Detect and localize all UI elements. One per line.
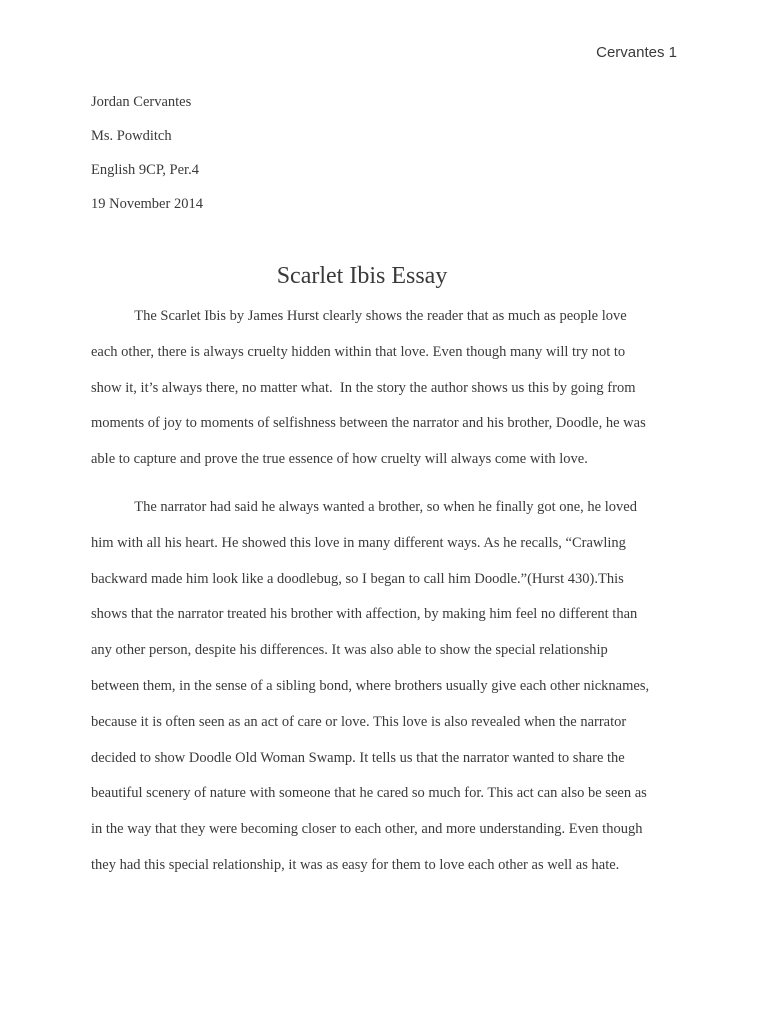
paragraph-line: backward made him look like a doodlebug, so I began to call him Doodle.”(Hurst 430).This xyxy=(91,570,624,587)
paragraph-line: any other person, despite his differences. It was also able to show the special relationship xyxy=(91,642,608,659)
paragraph-line: each other, there is always cruelty hidden within that love. Even though many will try not to xyxy=(91,343,626,360)
essay-date: 19 November 2014 xyxy=(91,196,203,212)
paragraph-line: they had this special relationship, it was as easy for them to love each other as well as hate. xyxy=(91,856,620,873)
paragraph-line: able to capture and prove the true essence of how cruelty will always come with love. xyxy=(91,451,588,468)
paragraph-line: between them, in the sense of a sibling bond, where brothers usually give each other nicknames, xyxy=(91,677,650,694)
mla-heading xyxy=(91,94,203,230)
paragraph-line: moments of joy to moments of selfishness between the narrator and his brother, Doodle, he was xyxy=(91,415,646,432)
running-head: Cervantes 1 xyxy=(596,44,677,61)
paragraph-line: shows that the narrator treated his brother with affection, by making him feel no different than xyxy=(91,606,638,623)
paragraph-line: decided to show Doodle Old Woman Swamp. It tells us that the narrator wanted to share the xyxy=(91,749,625,766)
paragraph-1 xyxy=(91,308,646,487)
paragraph-line: him with all his heart. He showed this love in many different ways. As he recalls, “Crawling xyxy=(91,534,626,551)
class-name: English 9CP, Per.4 xyxy=(91,162,199,178)
student-name: Jordan Cervantes xyxy=(91,94,192,110)
essay-title: Scarlet Ibis Essay xyxy=(276,263,448,289)
paragraph-line: because it is often seen as an act of care or love. This love is also revealed when the narrator xyxy=(91,713,627,730)
paragraph-line: beautiful scenery of nature with someone that he cared so much for. This act can also be seen as xyxy=(91,785,647,802)
paragraph-line: The narrator had said he always wanted a brother, so when he finally got one, he loved xyxy=(91,499,637,515)
paragraph-2 xyxy=(91,499,649,893)
paragraph-line: The Scarlet Ibis by James Hurst clearly shows the reader that as much as people love xyxy=(91,308,627,324)
paragraph-line: show it, it’s always there, no matter what. In the story the author shows us this by going from xyxy=(91,379,636,396)
paragraph-line: in the way that they were becoming closer to each other, and more understanding. Even though xyxy=(91,821,643,838)
teacher-name: Ms. Powditch xyxy=(91,128,172,144)
